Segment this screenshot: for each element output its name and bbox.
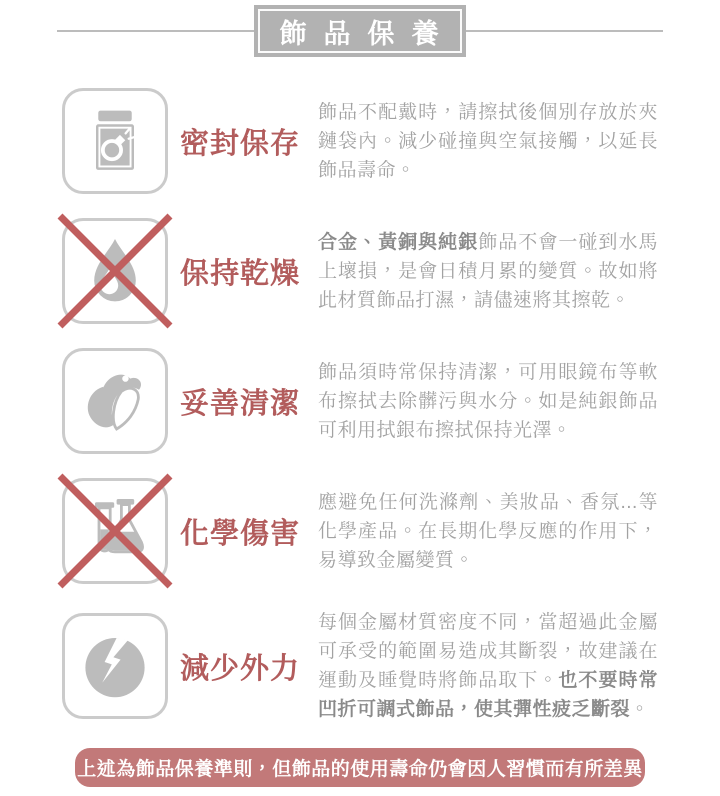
care-section-keep-dry [62,218,658,324]
section-body: 合金、黃銅與純銀飾品不會一碰到水馬上壞損，是會日積月累的變質。故如將此材質飾品打濕，請儘速將其擦乾。 [318,231,658,311]
page-title-box [254,5,466,57]
sealed-jar-ring-icon [62,88,168,194]
care-section-proper-cleaning [62,348,658,454]
section-body: 應避免任何洗滌劑、美妝品、香氛...等化學產品。在長期化學反應的作用下，易導致金屬變質。 [318,491,658,571]
chemical-flask-icon [62,478,168,584]
section-title: 化學傷害 [180,517,301,550]
section-title: 保持乾燥 [180,257,301,290]
care-section-sealed-storage [62,88,658,194]
care-section-chemical-damage [62,478,658,584]
care-sections [62,88,658,748]
section-body: 每個金屬材質密度不同，當超過此金屬可承受的範圍易造成其斷裂，故建議在運動及睡覺時將飾品取下。也不要時常凹折可調式飾品，使其彈性疲乏斷裂。 [318,612,658,720]
cracked-circle-icon [62,613,168,719]
section-title: 減少外力 [180,652,301,685]
water-drop-icon [62,218,168,324]
section-title: 密封保存 [180,127,301,160]
section-body: 飾品不配戴時，請擦拭後個別存放於夾鏈袋內。減少碰撞與空氣接觸，以延長飾品壽命。 [318,101,658,181]
page-title: 飾品保養 [279,18,456,49]
wiping-cloth-icon [62,348,168,454]
footer-note-banner [75,748,645,787]
footer-note: 上述為飾品保養準則，但飾品的使用壽命仍會因人習慣而有所差異 [77,759,643,780]
section-title: 妥善清潔 [180,387,301,420]
section-body: 飾品須時常保持清潔，可用眼鏡布等軟布擦拭去除髒污與水分。如是純銀飾品可利用拭銀布擦拭保持光澤。 [318,361,658,441]
page-title-inner-frame [258,9,462,53]
care-section-reduce-force [62,608,658,724]
